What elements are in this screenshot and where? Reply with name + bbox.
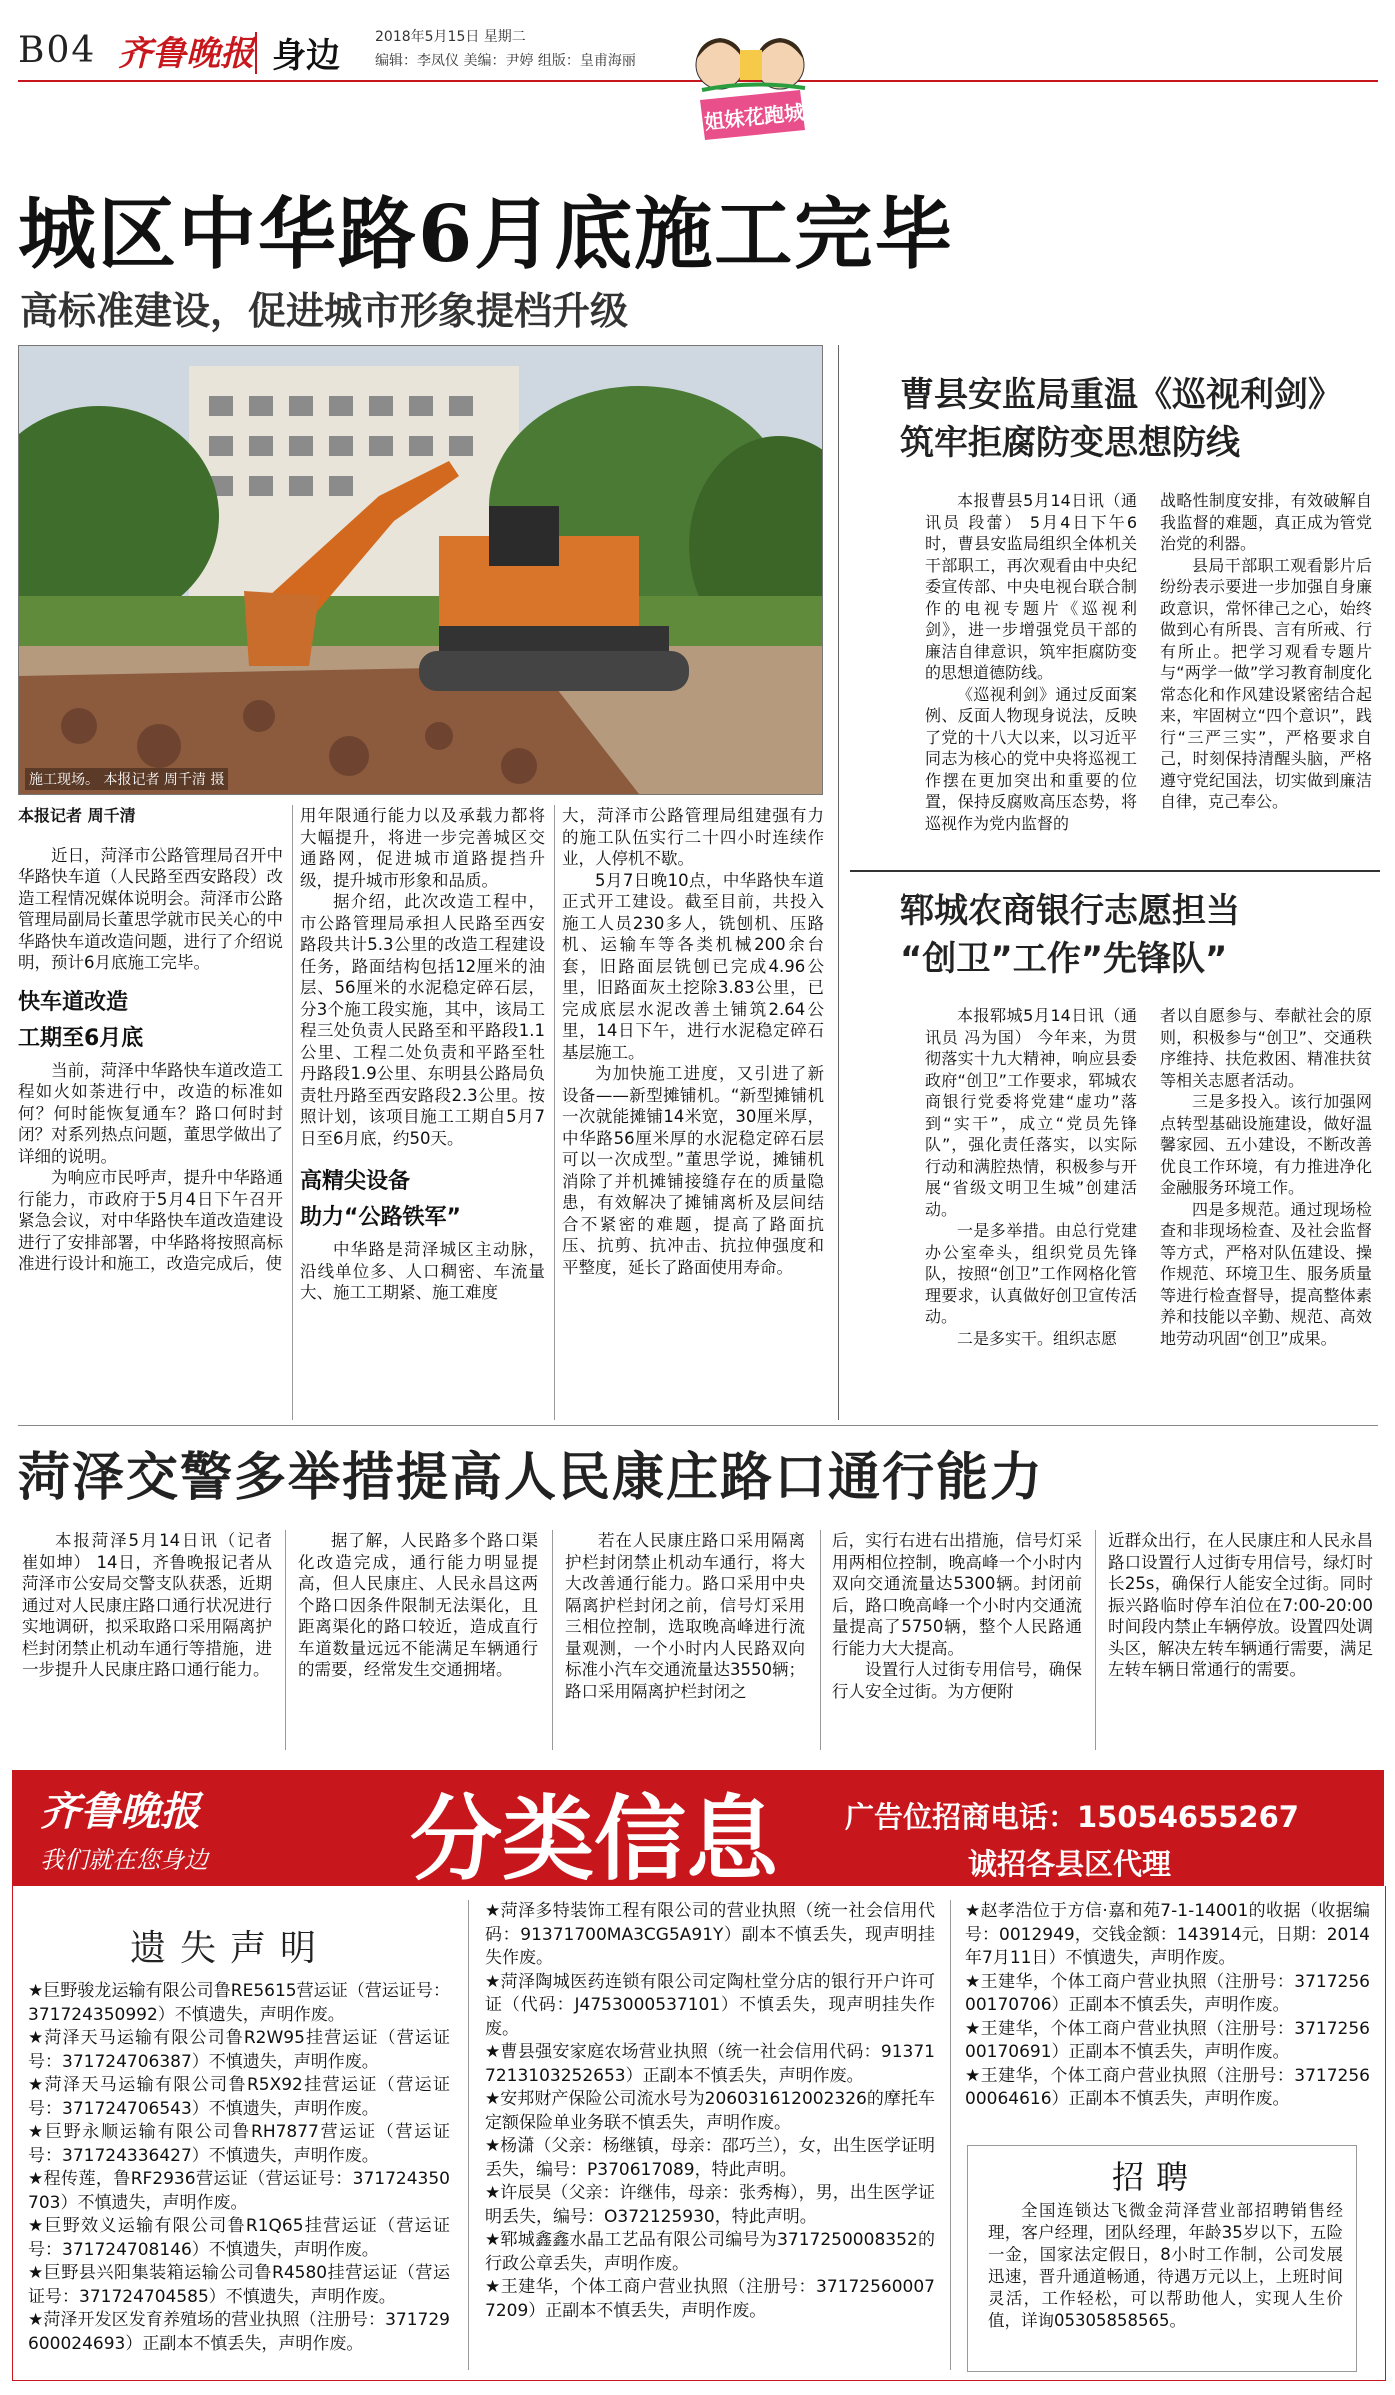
page-number: B04 (18, 30, 97, 71)
paragraph: 后，实行右进右出措施，信号灯采用两相位控制，晚高峰一个小时内双向交通流量达5300辆。封闭前后，路口晚高峰一个小时内交通流量提高了5750辆，整个人民路通行能力大大提高。 (832, 1531, 1082, 1658)
subheading: 助力“公路铁军” (300, 1205, 461, 1230)
section-name: 身边 (272, 36, 340, 76)
notice-item: ★巨野县兴阳集装箱运输公司鲁R4580挂营运证（营运证号：371724704585）不慎遗失，声明作废。 (28, 2263, 450, 2307)
notice-column-2 (485, 1900, 935, 2323)
notice-item: ★王建华，个体工商户营业执照（注册号：371725600077209）正副本不慎丢失，声明作废。 (485, 2277, 935, 2321)
banner-phone: 广告位招商电话：15054655267 (845, 1800, 1299, 1834)
traffic-story-column-5 (1108, 1530, 1373, 1681)
section-separator (18, 1425, 1378, 1426)
side-story-2-title-line-1: 郓城农商银行志愿担当 (900, 891, 1240, 931)
paragraph: 本报菏泽5月14日讯（记者 崔如坤） 14日，齐鲁晚报记者从菏泽市公安局交警支队获悉，近期通过对人民康庄路口通行状况进行实地调研，拟采取路口采用隔离护栏封闭禁止机动车通行等措施，进一步提升人民康庄路口通行能力。 (22, 1531, 272, 1679)
subheading: 工期至6月底 (18, 1025, 144, 1051)
notice-item: ★杨潇（父亲：杨继镇，母亲：邵巧兰），女，出生医学证明丢失，编号：P370617089，特此声明。 (485, 2136, 935, 2180)
column-divider (552, 1530, 553, 1750)
paragraph: 三是多投入。该行加强网点转型基础设施建设，做好温馨家园、五小建设，不断改善优良工作环境，有力推进净化金融服务环境工作。 (1160, 1092, 1372, 1197)
column-divider (950, 1900, 951, 2370)
side-story-1-column-b (1160, 490, 1372, 813)
main-story-column-1 (18, 805, 283, 1275)
notice-title: 遗失声明 (130, 1928, 331, 1969)
notice-item: ★程传莲，鲁RF2936营运证（营运证号：371724350703）不慎遗失，声明作废。 (28, 2169, 450, 2213)
column-divider (820, 1530, 821, 1750)
header-separator (255, 32, 257, 74)
paragraph: 据了解，人民路多个路口渠化改造完成，通行能力明显提高，但人民康庄、人民永昌这两个路口因条件限制无法渠化，且距离渠化的路口较近，造成直行车道数量远远不能满足车辆通行的需要，经常发生交通拥堵。 (298, 1531, 538, 1679)
notice-item: ★菏泽多特装饰工程有限公司的营业执照（统一社会信用代码：91371700MA3CG5A91Y）副本不慎丢失，现声明挂失作废。 (485, 1901, 935, 1968)
notice-item: ★巨野骏龙运输有限公司鲁RE5615营运证（营运证号：371724350992）不慎遗失，声明作废。 (28, 1981, 450, 2025)
column-divider (468, 1900, 469, 2370)
paragraph: 据介绍，此次改造工程中，市公路管理局承担人民路至西安路段共计5.3公里的改造工程建设任务，路面结构包括12厘米的油层、56厘米的水泥稳定碎石层，分3个施工段实施，其中，该局工程三处负责人民路至和平路段1.1公里、工程二处负责和平路至牡丹路段1.9公里、东明县公路局负责牡丹路至西安路段2.3公里。按照计划，该项目施工工期自5月7日至6月底，约50天。 (300, 892, 545, 1148)
side-story-1-title-line-1: 曹县安监局重温《巡视利剑》 (900, 375, 1342, 415)
notice-item: ★王建华，个体工商户营业执照（注册号：371725600170706）正副本不慎丢失，声明作废。 (965, 1971, 1370, 2015)
notice-column-1 (28, 1980, 450, 2356)
campaign-logo (680, 20, 830, 160)
sidebar-divider (838, 345, 839, 1420)
notice-item: ★许辰昊（父亲：许继伟，母亲：张秀梅），男，出生医学证明丢失，编号：O372125930，特此声明。 (485, 2183, 935, 2227)
side-story-2-title-line-2: “创卫”工作”先锋队” (900, 939, 1228, 979)
notice-item: ★菏泽陶城医药连锁有限公司定陶杜堂分店的银行开户许可证（代码：J4753000537101）不慎丢失，现声明挂失作废。 (485, 1971, 935, 2039)
construction-photo (18, 345, 823, 795)
side-story-1-title-line-2: 筑牢拒腐防变思想防线 (900, 423, 1240, 463)
paragraph: 为响应市民呼声，提升中华路通行能力，市政府于5月4日下午召开紧急会议，对中华路快车道改造建设进行了安排部署，中华路将按照高标准进行设计和施工，改造完成后，使 (18, 1168, 283, 1273)
paragraph: 若在人民康庄路口采用隔离护栏封闭禁止机动车通行，将大大改善通行能力。路口采用中央隔离护栏封闭之前，信号灯采用三相位控制，选取晚高峰进行流量观测，一个小时内人民路双向标准小汽车交通流量达3550辆；路口采用隔离护栏封闭之 (565, 1531, 805, 1701)
notice-item: ★曹县强安家庭农场营业执照（统一社会信用代码：91371721310325265​3）正副本不慎丢失，声明作废。 (485, 2042, 935, 2086)
notice-item: ★安邦财产保险公司流水号为206031612002326的摩托车定额保险单业务联不慎丢失，声明作废。 (485, 2089, 935, 2133)
subheading: 快车道改造 (18, 989, 129, 1015)
paragraph: 四是多规范。通过现场检查和非现场检查、及社会监督等方式，严格对队伍建设、操作规范、环境卫生、服务质量等进行检查督导，提高整体素养和技能以辛勤、规范、高效地劳动巩固“创卫”成果。 (1160, 1199, 1372, 1348)
side-story-1-column-a (925, 490, 1137, 834)
banner-heading: 分类信息 (410, 1786, 779, 1893)
notice-item: ★菏泽天马运输有限公司鲁R5X92挂营运证（营运证号：371724706543）不慎遗失，声明作废。 (28, 2075, 450, 2119)
column-divider (285, 1530, 286, 1750)
paragraph: 者以自愿参与、奉献社会的原则，积极参与“创卫”、交通秩序维持、扶危救困、精准扶贫等相关志愿者活动。 (1160, 1006, 1372, 1090)
banner-agent: 诚招各县区代理 (968, 1847, 1172, 1881)
sidebar-separator (850, 870, 1380, 872)
notice-item: ★菏泽开发区发育养殖场的营业执照（注册号：371729600024693）正副本不慎丢失，声明作废。 (28, 2310, 450, 2354)
campaign-logo-text: 姐妹花跑城建 (703, 97, 826, 135)
notice-item: ★王建华，个体工商户营业执照（注册号：371725600064616）正副本不慎丢失，声明作废。 (965, 2065, 1370, 2109)
paragraph: 设置行人过街专用信号，确保行人安全过街。为方便附 (832, 1660, 1082, 1701)
paragraph: 本报郓城5月14日讯（通讯员 冯为国） 今年来，为贯彻落实十九大精神，响应县委政府“创卫”工作要求，郓城农商银行党委将党建“虚功”落到“实干”，成立“党员先锋队”，强化责任落实，以实际行动和满腔热情，积极参与开展“省级文明卫生城”创建活动。 (925, 1006, 1137, 1219)
column-divider (554, 805, 555, 1420)
paragraph: 本报曹县5月14日讯（通讯员 段蕾） 5月4日下午6时，曹县安监局组织全体机关干部职工，再次观看由中央纪委宣传部、中央电视台联合制作的电视专题片《巡视利剑》，进一步增强党员干部的廉洁自律意识，筑牢拒腐防变的思想道德防线。 (925, 491, 1137, 682)
paragraph: 大，菏泽市公路管理局组建强有力的施工队伍实行二十四小时连续作业，人停机不歇。 (562, 806, 824, 868)
hiring-text: 全国连锁达飞微金菏泽营业部招聘销售经理，客户经理，团队经理，年龄35岁以下，五险一金，国家法定假日，8小时工作制，公司发展迅速，晋升通道畅通，待遇万元以上，上班时间灵活，工作轻松，可以帮助他人，实现人生价值，详询05305858565。 (988, 2201, 1343, 2330)
paragraph: 中华路是菏泽城区主动脉，沿线单位多、人口稠密、车流量大、施工工期紧、施工难度 (300, 1240, 545, 1302)
banner-logo: 齐鲁晚报 (40, 1788, 200, 1835)
paragraph: 近日，菏泽市公路管理局召开中华路快车道（人民路至西安路段）改造工程情况媒体说明会。菏泽市公路管理局副局长董思学就市民关心的中华路快车道改造问题，进行了介绍说明，预计6月底施工完毕。 (18, 845, 283, 972)
hiring-title: 招聘 (1112, 2158, 1201, 2196)
newspaper-logo: 齐鲁晚报 (118, 34, 254, 74)
notice-item: ★菏泽天马运输有限公司鲁R2W95挂营运证（营运证号：371724706387）不慎遗失，声明作废。 (28, 2028, 450, 2072)
main-subheadline: 高标准建设，促进城市形象提档升级 (20, 289, 629, 333)
notice-item: ★巨野效义运输有限公司鲁R1Q65挂营运证（营运证号：371724708146）不慎遗失，声明作废。 (28, 2216, 450, 2260)
editors-credit: 编辑：李凤仪 美编：尹婷 组版：皇甫海丽 (375, 53, 636, 69)
paragraph: 战略性制度安排，有效破解自我监督的难题，真正成为管党治党的利器。 (1160, 491, 1372, 553)
main-story-column-2 (300, 805, 545, 1304)
traffic-story-column-1 (22, 1530, 272, 1681)
photo-caption: 施工现场。 本报记者 周千清 摄 (25, 768, 228, 790)
paragraph: 用年限通行能力以及承载力都将大幅提升，将进一步完善城区交通路网，促进城市道路提挡升级，提升城市形象和品质。 (300, 806, 545, 890)
paragraph: 二是多实干。组织志愿 (957, 1328, 1118, 1348)
side-story-2-column-b (1160, 1005, 1372, 1349)
notice-item: ★王建华，个体工商户营业执照（注册号：371725600170691）正副本不慎丢失，声明作废。 (965, 2018, 1370, 2062)
main-story-byline: 本报记者 周千清 (18, 806, 136, 825)
notice-item: ★赵孝浩位于方信·嘉和苑7-1-14001的收据（收据编号：0012949，交钱金额：143914元，日期：2014年7月11日）不慎遗失，声明作废。 (965, 1901, 1370, 1968)
paragraph: 县局干部职工观看影片后纷纷表示要进一步加强自身廉政意识，常怀律己之心，始终做到心有所畏、言有所戒、行有所止。把学习观看专题片与“两学一做”学习教育制度化常态化和作风建设紧密结合起来，牢固树立“四个意识”，践行“三严三实”，严格要求自己，时刻保持清醒头脑，严格遵守党纪国法，切实做到廉洁自律，克己奉公。 (1160, 555, 1372, 811)
banner-slogan: 我们就在您身边 (40, 1846, 208, 1874)
notice-item: ★郓城鑫鑫水晶工艺品有限公司编号为3717250008352的行政公章丢失，声明作废。 (485, 2230, 935, 2274)
paragraph: 一是多举措。由总行党建办公室牵头，组织党员先锋队，按照“创卫”工作网格化管理要求，认真做好创卫宣传活动。 (925, 1221, 1137, 1326)
column-divider (1095, 1530, 1096, 1750)
notice-column-3 (965, 1900, 1370, 2112)
traffic-story-title: 菏泽交警多举措提高人民康庄路口通行能力 (18, 1448, 1045, 1508)
traffic-story-column-3 (565, 1530, 805, 1702)
traffic-story-column-2 (298, 1530, 538, 1681)
paragraph: 当前，菏泽中华路快车道改造工程如火如荼进行中，改造的标准如何？何时能恢复通车？路口何时封闭？对系列热点问题，董思学做出了详细的说明。 (18, 1060, 283, 1166)
paragraph: 《巡视利剑》通过反面案例、反面人物现身说法，反映了党的十八大以来，以习近平同志为核心的党中央将巡视工作摆在更加突出和重要的位置，保持反腐败高压态势，将巡视作为党内监督的 (925, 684, 1137, 833)
paragraph: 为加快施工进度，又引进了新设备——新型摊铺机。“新型摊铺机一次就能摊铺14米宽，30厘米厚，中华路56厘米厚的水泥稳定碎石层可以一次成型。”董思学说，摊铺机消除了并机摊铺接缝存在的质量隐患，有效解决了摊铺离析及层间结合不紧密的难题，提高了路面抗压、抗剪、抗冲击、抗拉伸强度和平整度，延长了路面使用寿命。 (562, 1064, 824, 1277)
paragraph: 5月7日晚10点，中华路快车道正式开工建设。截至目前，共投入施工人员230多人，铣刨机、压路机、运输车等各类机械200余台套，旧路面层铣刨已完成4.96公里，旧路面灰土挖除3.83公里，已完成底层水泥改善土铺筑2.64公里，14日下午，进行水泥稳定碎石基层施工。 (562, 870, 824, 1062)
traffic-story-column-4 (832, 1530, 1082, 1702)
main-headline: 城区中华路6月底施工完毕 (18, 189, 955, 280)
column-divider (292, 805, 293, 1420)
issue-date: 2018年5月15日 星期二 (375, 29, 526, 45)
paragraph: 近群众出行，在人民康庄和人民永昌路口设置行人过街专用信号，绿灯时长25s，确保行人能安全过街。同时振兴路临时停车泊位在7:00-20:00时间段内禁止车辆停放。设置四处调头区，解决左转车辆通行需要，满足左转车辆日常通行的需要。 (1108, 1531, 1373, 1679)
main-story-column-3 (562, 805, 824, 1278)
side-story-2-column-a (925, 1005, 1137, 1349)
subheading: 高精尖设备 (300, 1169, 411, 1194)
notice-item: ★巨野永顺运输有限公司鲁RH7877营运证（营运证号：371724336427）不慎遗失，声明作废。 (28, 2122, 450, 2166)
